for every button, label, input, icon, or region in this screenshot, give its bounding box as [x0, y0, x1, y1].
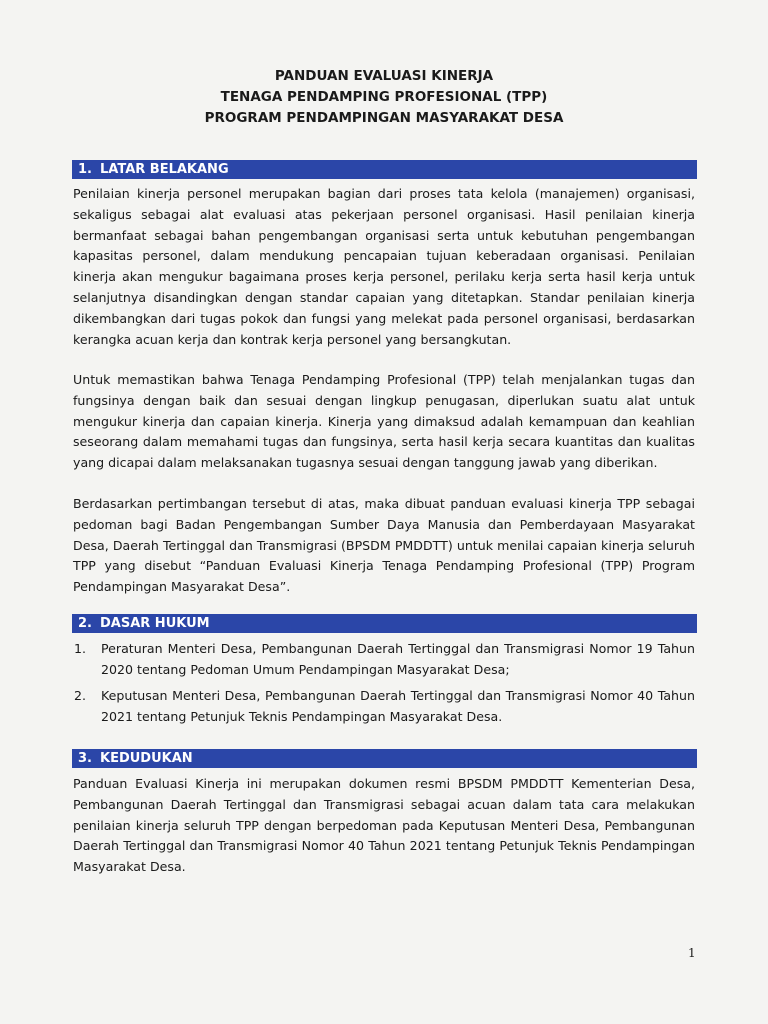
list-item-text: Peraturan Menteri Desa, Pembangunan Daerah Tertinggal dan Transmigrasi Nomor 19 Tahun 2020 tentang Pedoman Umum Pendampingan Masyarakat Desa;	[101, 641, 695, 677]
section-heading-kedudukan	[72, 749, 697, 768]
page-number: 1	[688, 946, 696, 960]
paragraph: Penilaian kinerja personel merupakan bagian dari proses tata kelola (manajemen) organisasi, sekaligus sebagai alat evaluasi atas pekerjaan personel organisasi. Hasil penilaian kinerja bermanfaat sebagai bahan pengembangan organisasi serta untuk kebutuhan pengembangan kapasitas personel, dalam mendukung pencapaian tujuan keberadaan organisasi. Penilaian kinerja akan mengukur bagaimana proses kerja personel, perilaku kerja serta hasil kerja untuk selanjutnya disandingkan dengan standar capaian yang ditetapkan. Standar penilaian kinerja dikembangkan dari tugas pokok dan fungsi yang melekat pada personel organisasi, berdasarkan kerangka acuan kerja dan kontrak kerja personel yang bersangkutan.	[73, 186, 695, 347]
section-number: 2.	[78, 616, 92, 631]
section-number: 3.	[78, 751, 92, 766]
paragraph: Panduan Evaluasi Kinerja ini merupakan dokumen resmi BPSDM PMDDTT Kementerian Desa, Pembangunan Daerah Tertinggal dan Transmigrasi sebagai acuan dalam tata cara melakukan penilaian kinerja seluruh TPP dengan berpedoman pada Keputusan Menteri Desa, Pembangunan Daerah Tertinggal dan Transmigrasi Nomor 40 Tahun 2021 tentang Petunjuk Teknis Pendampingan Masyarakat Desa.	[73, 776, 695, 875]
list-item-number: 1.	[74, 641, 87, 656]
section-title: KEDUDUKAN	[100, 751, 193, 766]
title-line-1: PANDUAN EVALUASI KINERJA	[274, 68, 494, 84]
title-line-2: TENAGA PENDAMPING PROFESIONAL (TPP)	[220, 89, 548, 105]
paragraph: Untuk memastikan bahwa Tenaga Pendamping Profesional (TPP) telah menjalankan tugas dan fungsinya dengan baik dan sesuai dengan lingkup penugasan, diperlukan suatu alat untuk mengukur kinerja dan capaian kinerja. Kinerja yang dimaksud adalah kemampuan dan keahlian seseorang dalam memahami tugas dan fungsinya, serta hasil kerja secara kuantitas dan kualitas yang dicapai dalam melaksanakan tugasnya sesuai dengan tanggung jawab yang diberikan.	[73, 372, 695, 471]
document-title	[0, 66, 768, 129]
title-line-3: PROGRAM PENDAMPINGAN MASYARAKAT DESA	[204, 110, 564, 126]
list-item-number: 2.	[74, 688, 87, 703]
section-heading-latar-belakang	[72, 160, 697, 179]
list-item	[74, 639, 695, 681]
section-heading-dasar-hukum	[72, 614, 697, 633]
section-title: LATAR BELAKANG	[100, 162, 229, 177]
section-title: DASAR HUKUM	[100, 616, 210, 631]
list-item-text: Keputusan Menteri Desa, Pembangunan Daerah Tertinggal dan Transmigrasi Nomor 40 Tahun 2021 tentang Petunjuk Teknis Pendampingan Masyarakat Desa.	[101, 688, 695, 724]
paragraph: Berdasarkan pertimbangan tersebut di atas, maka dibuat panduan evaluasi kinerja TPP sebagai pedoman bagi Badan Pengembangan Sumber Daya Manusia dan Pemberdayaan Masyarakat Desa, Daerah Tertinggal dan Transmigrasi (BPSDM PMDDTT) untuk menilai capaian kinerja seluruh TPP yang disebut “Panduan Evaluasi Kinerja Tenaga Pendamping Profesional (TPP) Program Pendampingan Masyarakat Desa”.	[73, 496, 695, 595]
section-number: 1.	[78, 162, 92, 177]
list-item	[74, 686, 695, 728]
